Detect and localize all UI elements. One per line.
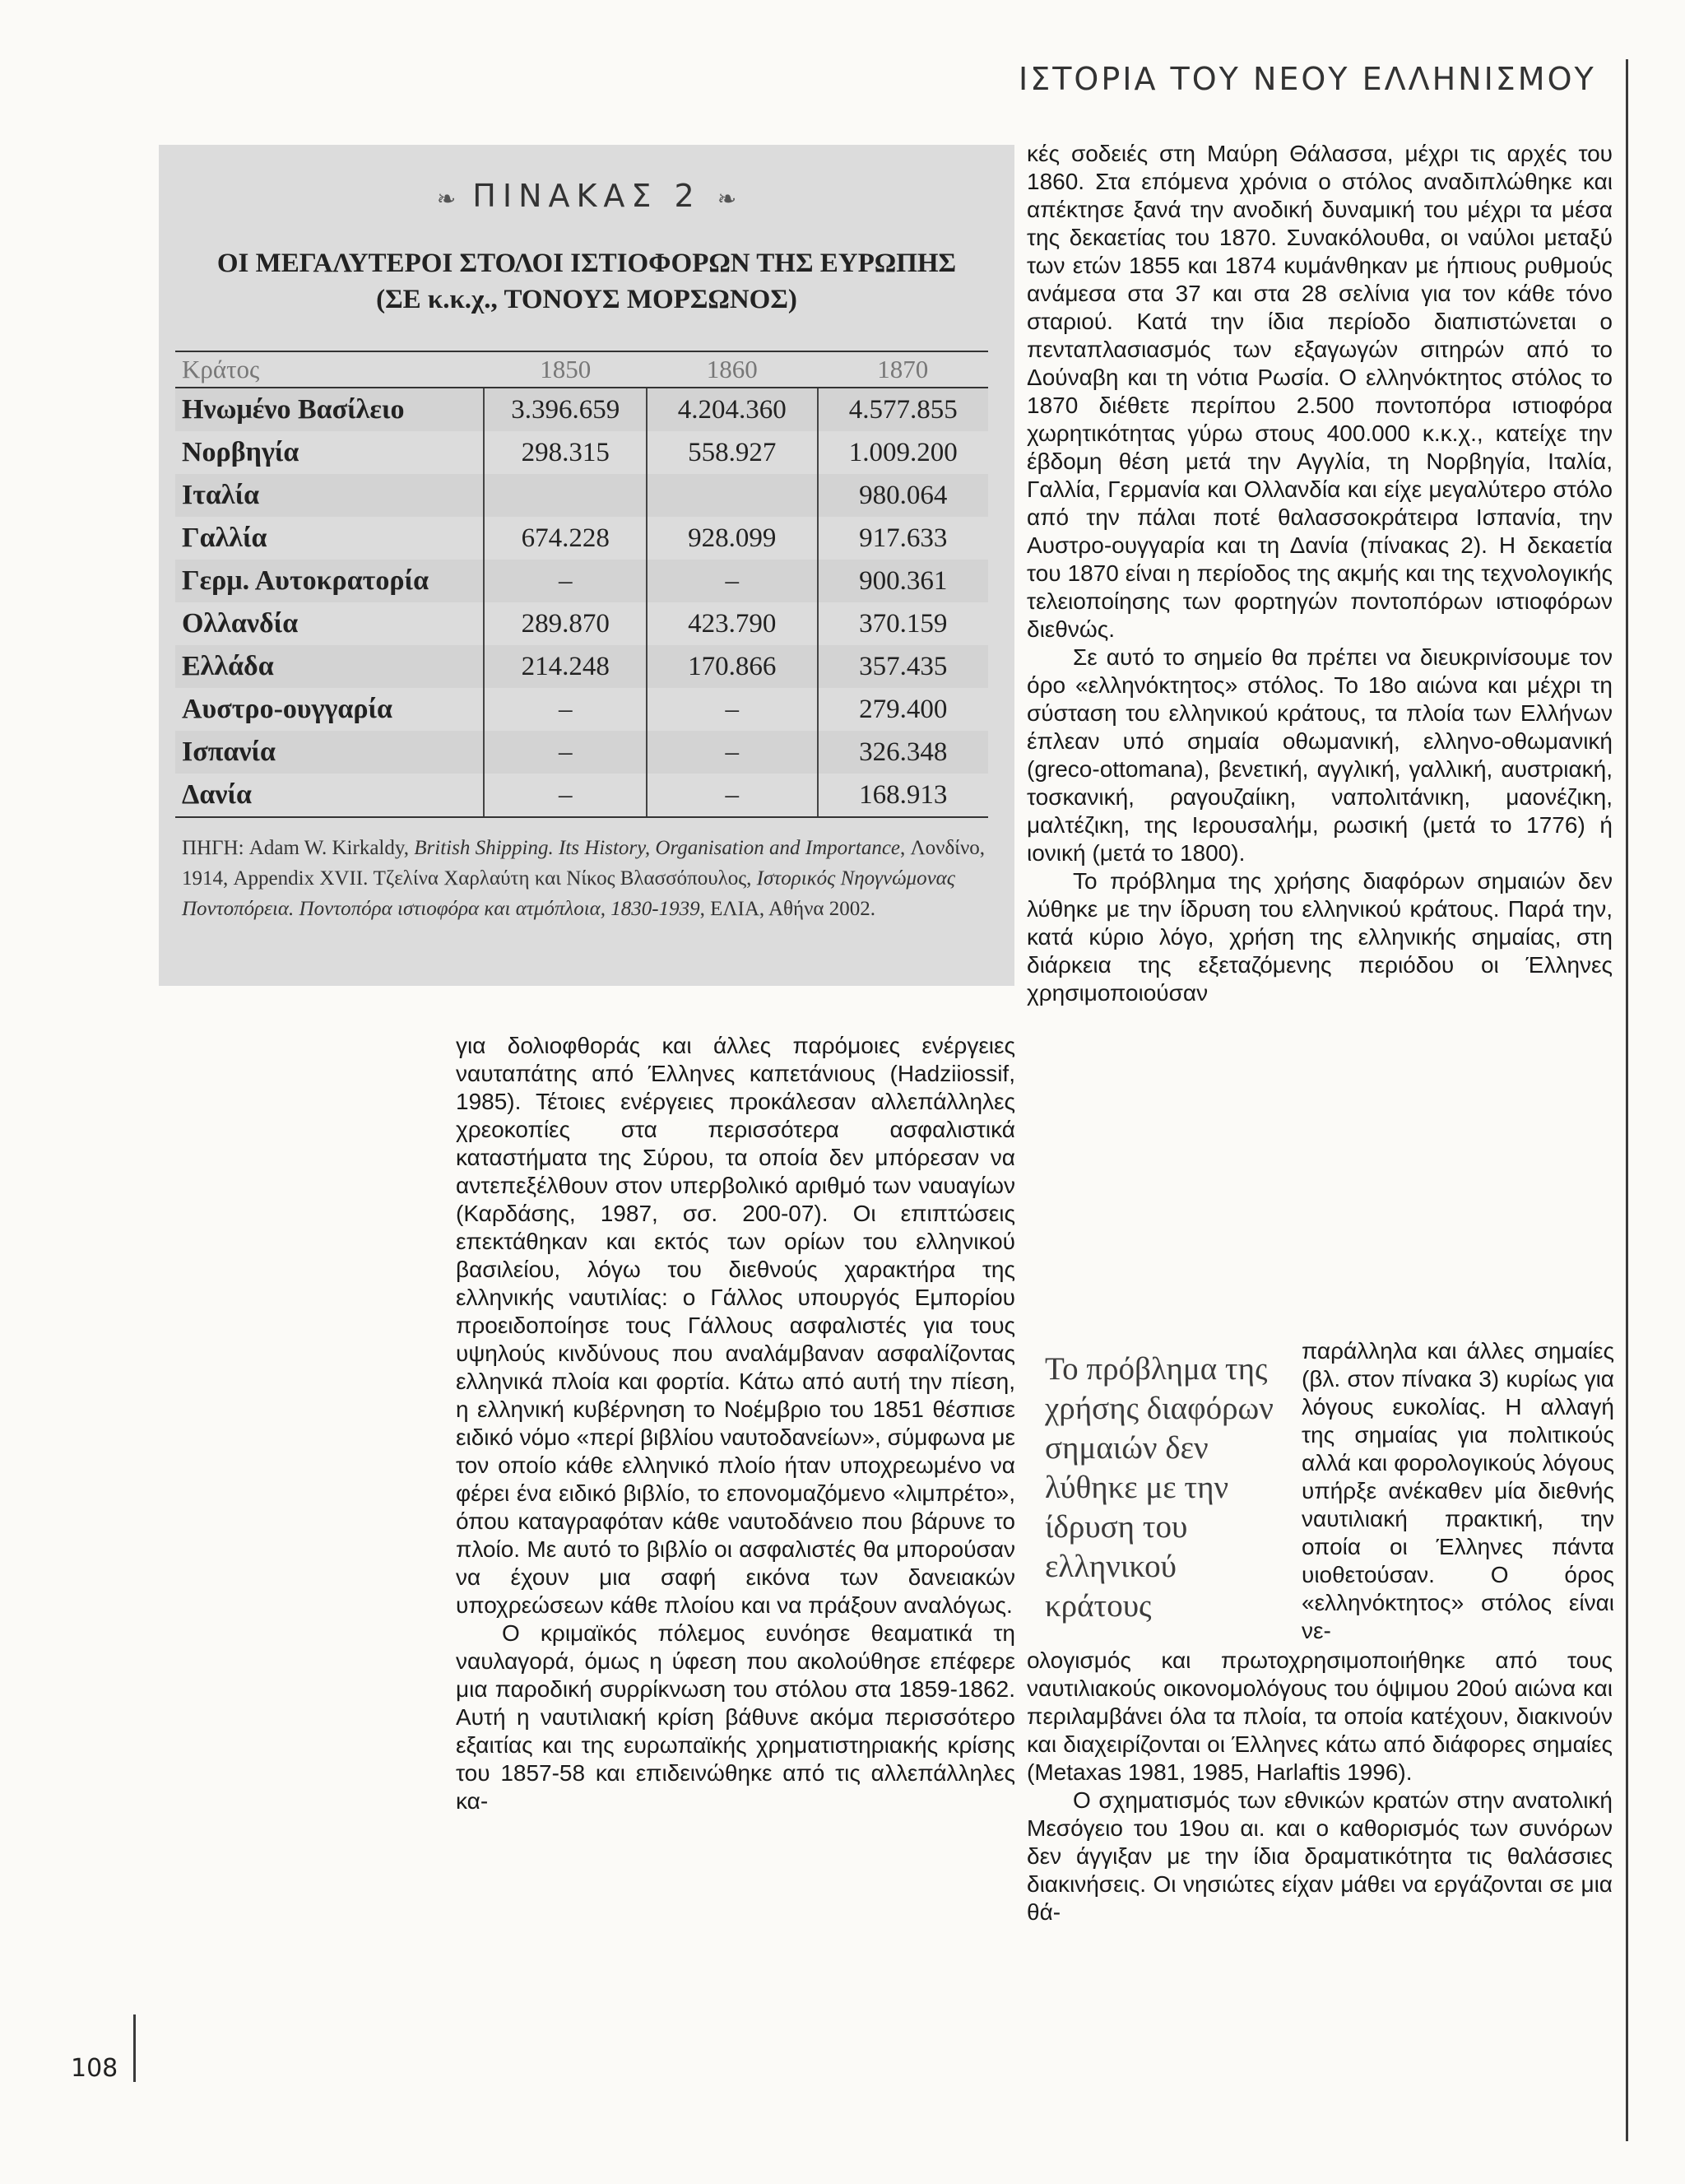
value-1850-cell: –	[484, 688, 647, 731]
table-title-line2: (ΣΕ κ.κ.χ., ΤΟΝΟΥΣ ΜΟΡΣΩΝΟΣ)	[376, 285, 797, 314]
value-1870-cell: 168.913	[818, 774, 989, 817]
table-header-row	[175, 351, 988, 388]
country-cell: Ελλάδα	[175, 645, 484, 688]
table-body	[175, 388, 988, 817]
value-1870-cell: 917.633	[818, 517, 989, 560]
country-cell: Γαλλία	[182, 523, 267, 553]
source-suffix: , ΕΛΙΑ, Αθήνα 2002.	[699, 898, 875, 920]
table-title	[208, 245, 965, 318]
table-row	[175, 645, 988, 688]
country-cell: Ολλανδία	[182, 608, 299, 639]
value-1850-cell: –	[484, 560, 647, 602]
table-row	[175, 774, 988, 817]
value-1860-cell: 423.790	[647, 602, 817, 645]
value-1850-cell: 298.315	[484, 431, 647, 474]
right-paragraph-3-bottom: ολογισμός και πρωτοχρησιμοποιήθηκε από τους ναυτιλιακούς οικονομολόγους του όψιμου 20ού αιώνα και περιλαμβάνει όλα τα πλοία, τα οποία κατέχουν, διακινούν και διαχειρίζονται οι Έλληνες κάτω από διάφορες σημαίες (Metaxas 1981, 1985, Harlaftis 1996).	[1027, 1647, 1613, 1785]
header-1850: 1850	[484, 351, 647, 388]
value-1850-cell: 674.228	[484, 517, 647, 560]
header-country: Κράτος	[175, 351, 484, 388]
middle-paragraph-2: Ο κριμαϊκός πόλεμος ευνόησε θεαματικά τη ναυλαγορά, όμως η ύφεση που ακολούθησε επέφερε μια παροδική συρρίκνωση του στόλου στα 1859-1862. Αυτή η ναυτιλιακή κρίση βάθυνε ακόμα περισσότερο εξαιτίας και της ευρωπαϊκής χρηματιστηριακής κρίσης του 1857-58 και επιδεινώθηκε από τις αλλεπάλληλες κα-	[456, 1620, 1015, 1814]
value-1870-cell: 4.577.855	[818, 388, 989, 431]
value-1850-cell: –	[484, 774, 647, 817]
right-paragraph-3-top: Το πρόβλημα της χρήσης διαφόρων σημαιών δεν λύθηκε με την ίδρυση του ελληνικού κράτους. Παρά την, κατά κύριο λόγο, χρήση της ελληνικής σημαίας, στη διάρκεια της εξεταζόμενης περιόδου οι Έλληνες χρησιμοποιούσαν	[1027, 868, 1613, 1006]
table-row	[175, 431, 988, 474]
country-cell: Γερμ. Αυτοκρατορία	[175, 560, 484, 602]
country-cell: Δανία	[175, 774, 484, 817]
ornament-left-icon: ❧	[436, 185, 457, 212]
table-source-note	[182, 833, 996, 924]
country-cell: Ιταλία	[175, 474, 484, 517]
country-cell: Ισπανία	[175, 731, 484, 774]
table-row	[175, 731, 988, 774]
table-row	[175, 388, 988, 431]
source-book-2: Ιστορικός Νηογνώμονας Ποντοπόρεια. Ποντοπόρα ιστιοφόρα και ατμόπλοια, 1830-1939	[182, 867, 955, 920]
right-paragraph-3-wrap: παράλληλα και άλλες σημαίες (βλ. στον πίνακα 3) κυρίως για λόγους ευκολίας. Η αλλαγή της σημαίας για πολιτικούς αλλά και φορολογικούς λόγους υπήρξε ανέκαθεν μία διεθνής ναυτιλιακή πρακτική, την οποία οι Έλληνες πάντα υιοθετούσαν. Ο όρος «ελληνόκτητος» στόλος είναι νε-	[1302, 1338, 1614, 1643]
country-cell: Ηνωμένο Βασίλειο	[175, 388, 484, 431]
right-paragraph-1: κές σοδειές στη Μαύρη Θάλασσα, μέχρι τις αρχές του 1860. Στα επόμενα χρόνια ο στόλος αναδιπλώθηκε και απέκτησε ξανά την ανοδική δυναμική του μέχρι τα μέσα της δεκαετίας του 1870. Συνακόλουθα, οι ναύλοι μεταξύ των ετών 1855 και 1874 κυμάνθηκαν με ήπιους ρυθμούς ανάμεσα στα 37 και στα 28 σελίνια για τον κάθε τόνο σταριού. Κατά την ίδια περίοδο διαπιστώνεται ο πενταπλασιασμός των εξαγωγών σιτηρών από το Δούναβη και τη νότια Ρωσία. Ο ελληνόκτητος στόλος το 1870 διέθετε περίπου 2.500 ποντοπόρα ιστιοφόρα χωρητικότητας γύρω στους 400.000 κ.κ.χ., κατείχε την έβδομη θέση μετά την Αγγλία, τη Νορβηγία, Ιταλία, Γαλλία, Γερμανία και Ολλανδία και είχε μεγαλύτερο στόλο από την πάλαι ποτέ θαλασσοκράτειρα Ισπανία, την Αυστρο-ουγγαρία και τη Δανία (πίνακας 2). Η δεκαετία του 1870 είναι η περίοδος της ακμής και της τεχνολογικής τελειοποίησης των φορτηγών ποντοπόρων ιστιοφόρων διεθνώς.	[1027, 141, 1613, 642]
value-1870-cell: 326.348	[818, 731, 989, 774]
value-1860-cell: 4.204.360	[647, 388, 817, 431]
table-panel	[159, 145, 1014, 986]
ornament-right-icon: ❧	[717, 185, 737, 212]
value-1860-cell	[647, 474, 817, 517]
right-text-column-bottom	[1027, 1647, 1613, 1926]
value-1860-cell: –	[647, 688, 817, 731]
value-1850-cell: –	[484, 731, 647, 774]
source-mid: , Λονδίνο, 1914, Appendix XVII. Τζελίνα Χαρλαύτη και Νίκος Βλασσόπουλος,	[182, 837, 986, 890]
value-1860-cell: –	[647, 731, 817, 774]
middle-paragraph-1: για δολιοφθοράς και άλλες παρόμοιες ενέργειες ναυταπάτης από Έλληνες καπετάνιους (Hadziiossif, 1985). Τέτοιες ενέργειες προκάλεσαν αλλεπάλληλες χρεοκοπίες στα περισσότερα ασφαλιστικά καταστήματα της Σύρου, τα οποία δεν μπόρεσαν να αντεπεξέλθουν στον υπερβολικό αριθμό των ναυαγίων (Καρδάσης, 1987, σσ. 200-07). Οι επιπτώσεις επεκτάθηκαν και εκτός των ορίων του ελληνικού βασιλείου, λόγω του διεθνούς χαρακτήρα της ελληνικής ναυτιλίας: ο Γάλλος υπουργός Εμπορίου προειδοποίησε τους Γάλλους ασφαλιστές για τους υψηλούς κινδύνους που αναλάμβαναν ασφαλίζοντας ελληνικά πλοία και φορτία. Κάτω από αυτή την πίεση, η ελληνική κυβέρνηση το Νοέμβριο του 1851 θέσπισε ειδικό νόμο «περί βιβλίου ναυτοδανείων», σύμφωνα με τον οποίο κάθε ελληνικό πλοίο ήταν υποχρεωμένο να φέρει ένα ειδικό βιβλίο, το επονομαζόμενο «λιμπρέτο», όπου καταγραφόταν κάθε ναυτοδάνειο που βάρυνε το πλοίο. Με αυτό το βιβλίο οι ασφαλιστές θα μπορούσαν να έχουν μια σαφή εικόνα των δανειακών υποχρεώσεων κάθε πλοίου και να πράξουν αναλόγως.	[456, 1033, 1015, 1618]
value-1860-cell: 170.866	[647, 645, 817, 688]
country-cell: Νορβηγία	[182, 437, 299, 467]
value-1870-cell: 279.400	[818, 688, 989, 731]
header-1870: 1870	[818, 351, 989, 388]
table-label-text: ΠΙΝΑΚΑΣ 2	[472, 178, 701, 214]
value-1850-cell: 289.870	[484, 602, 647, 645]
table-row	[175, 688, 988, 731]
page-number: 108	[71, 2054, 118, 2083]
right-text-wrap	[1302, 1337, 1614, 1645]
country-cell: Αυστρο-ουγγαρία	[182, 694, 393, 724]
value-1870-cell: 370.159	[818, 602, 989, 645]
value-1870-cell: 980.064	[818, 474, 989, 517]
value-1860-cell: 558.927	[647, 431, 817, 474]
middle-text-column	[456, 1032, 1015, 1815]
value-1860-cell: –	[647, 774, 817, 817]
right-paragraph-2: Σε αυτό το σημείο θα πρέπει να διευκρινίσουμε τον όρο «ελληνόκτητος» στόλος. Το 18ο αιώνα και μέχρι τη σύσταση του ελληνικού κράτους, τα πλοία των Ελλήνων έπλεαν υπό σημαία οθωμανική, ελληνο-οθωμανική (greco-ottomana), βενετική, αγγλική, γαλλική, αυστριακή, τοσκανική, ραγουζαίικη, ναπολιτάνικη, μαονέζικη, μαλτέζικη, της Ιερουσαλήμ, ρωσική (μετά το 1776) ή ιονική (μετά το 1800).	[1027, 644, 1613, 866]
value-1870-cell: 357.435	[818, 645, 989, 688]
right-paragraph-4: Ο σχηματισμός των εθνικών κρατών στην ανατολική Μεσόγειο του 19ου αι. και ο καθορισμός των συνόρων δεν άγγιξαν με την ίδια δραματικότητα τις θαλάσσιες διακινήσεις. Οι νησιώτες είχαν μάθει να εργάζονται σε μια θά-	[1027, 1787, 1613, 1925]
value-1860-cell: –	[647, 560, 817, 602]
source-book-1: British Shipping. Its History, Organisation and Importance	[414, 837, 901, 859]
left-margin-rule	[133, 2014, 136, 2082]
pull-quote: Το πρόβλημα της χρήσης διαφόρων σημαιών δεν λύθηκε με την ίδρυση του ελληνικού κράτους	[1045, 1351, 1274, 1624]
source-prefix: ΠΗΓΗ: Adam W. Kirkaldy,	[182, 837, 415, 859]
table-title-line1: ΟΙ ΜΕΓΑΛΥΤΕΡΟΙ ΣΤΟΛΟΙ ΙΣΤΙΟΦΟΡΩΝ ΤΗΣ ΕΥΡΩΠΗΣ	[216, 249, 957, 278]
table-row	[175, 602, 988, 645]
value-1850-cell: 3.396.659	[484, 388, 647, 431]
value-1860-cell: 928.099	[647, 517, 817, 560]
value-1850-cell	[484, 474, 647, 517]
table-row	[175, 517, 988, 560]
value-1870-cell: 1.009.200	[818, 431, 989, 474]
table-row	[175, 474, 988, 517]
table-label	[159, 178, 1014, 214]
value-1870-cell: 900.361	[818, 560, 989, 602]
running-title: ΙΣΤΟΡΙΑ ΤΟΥ ΝΕΟΥ ΕΛΛΗΝΙΣΜΟΥ	[1019, 61, 1596, 97]
right-margin-rule	[1626, 59, 1628, 2141]
header-1860: 1860	[647, 351, 817, 388]
fleet-table	[175, 351, 988, 818]
table-row	[175, 560, 988, 602]
right-text-column-top	[1027, 140, 1613, 1007]
value-1850-cell: 214.248	[484, 645, 647, 688]
